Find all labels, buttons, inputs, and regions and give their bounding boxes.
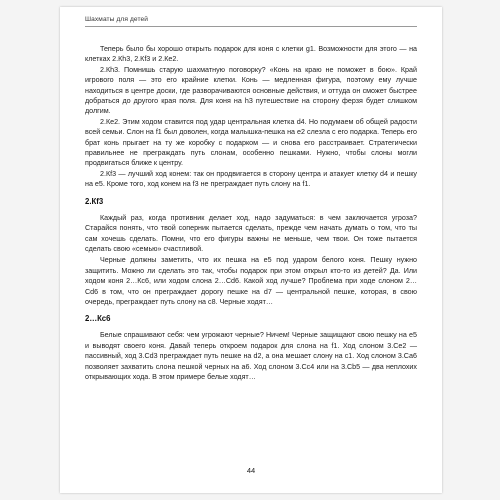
paragraph: Черные должны заметить, что их пешка на е5 под ударом белого коня. Пешку нужно защитить. Можно ли сделать это так, чтобы подарок при этом открыл кто-то из детей? Да. Или ходом коня 2…Кс6, или ходом слона 2…Сd6. Какой ход лучше? Проблема при ходе слоном 2…Сd6 в том, что он преграждает дорогу пешке на d7 — центральной пешке, которая, в свою очередь, преграждает путь слону на с8. Черные ходят… xyxy=(85,256,417,306)
section-heading: 2…Кс6 xyxy=(85,314,111,324)
paragraph: Теперь было бы хорошо открыть подарок для коня с клетки g1. Возможности для этого — на клетках 2.Кh3, 2.Кf3 и 2.Ке2. xyxy=(85,45,417,64)
book-page xyxy=(60,7,442,493)
paragraph: 2.Кh3. Помнишь старую шахматную поговорку? «Конь на краю не поможет в бою». Край игрового поля — это его крайние клетки. Конь — медленная фигура, поэтому ему лучше находиться в центре доски, где разворачиваются основные действия, и оттуда он сможет быстрее добраться до другого края поля. Для коня на h3 путешествие на сторону ферзя будет слишком долгим. xyxy=(85,65,417,116)
paragraph: Каждый раз, когда противник делает ход, надо задуматься: в чем заключается угроза? Старайся понять, что твой соперник пытается сделать, прежде чем начать думать о том, что ты сам хочешь сделать. Помни, что его фигуры важны не меньше, чем твои. Он тоже пытается сделать свою «семью» счастливой. xyxy=(85,213,417,253)
section-heading: 2.Кf3 xyxy=(85,196,104,206)
page-body xyxy=(85,44,417,382)
running-header: Шахматы для детей xyxy=(85,16,417,27)
paragraph: 2.Кf3 — лучший ход конем: так он продвигается в сторону центра и атакует клетку d4 и пешку на е5. Кроме того, ход конем на f3 не преграждает путь слону на f1. xyxy=(85,169,417,189)
paragraph: Белые спрашивают себя: чем угрожают черные? Ничем! Черные защищают свою пешку на е5 и выводят своего коня. Давай теперь откроем подарок для слона на f1. Ход слоном 3.Се2 — пассивный, ход 3.Сd3 преграждает путь пешке на d2, а она мешает слону на с1. Ход слоном 3.Са6 позволяет захватить слона пешкой черных на а6. Ход слоном 3.Сс4 или на 3.Сb5 — два неплохих открывающих хода. В этом примере белые ходят… xyxy=(85,331,417,381)
page-number: 44 xyxy=(246,466,256,475)
paragraph: 2.Ке2. Этим ходом ставится под удар центральная клетка d4. Но подумаем об общей радости всей семьи. Слон на f1 был доволен, когда малышка-пешка на е2 слезла с его подарка. Теперь его брат конь прыгает на ту же коробку с подарком — и снова его расстраивает. Стратегически правильнее не преграждать путь слонам, особенно пешками. Нужно, чтобы слоны могли продвигаться ближе к центру. xyxy=(85,117,417,168)
